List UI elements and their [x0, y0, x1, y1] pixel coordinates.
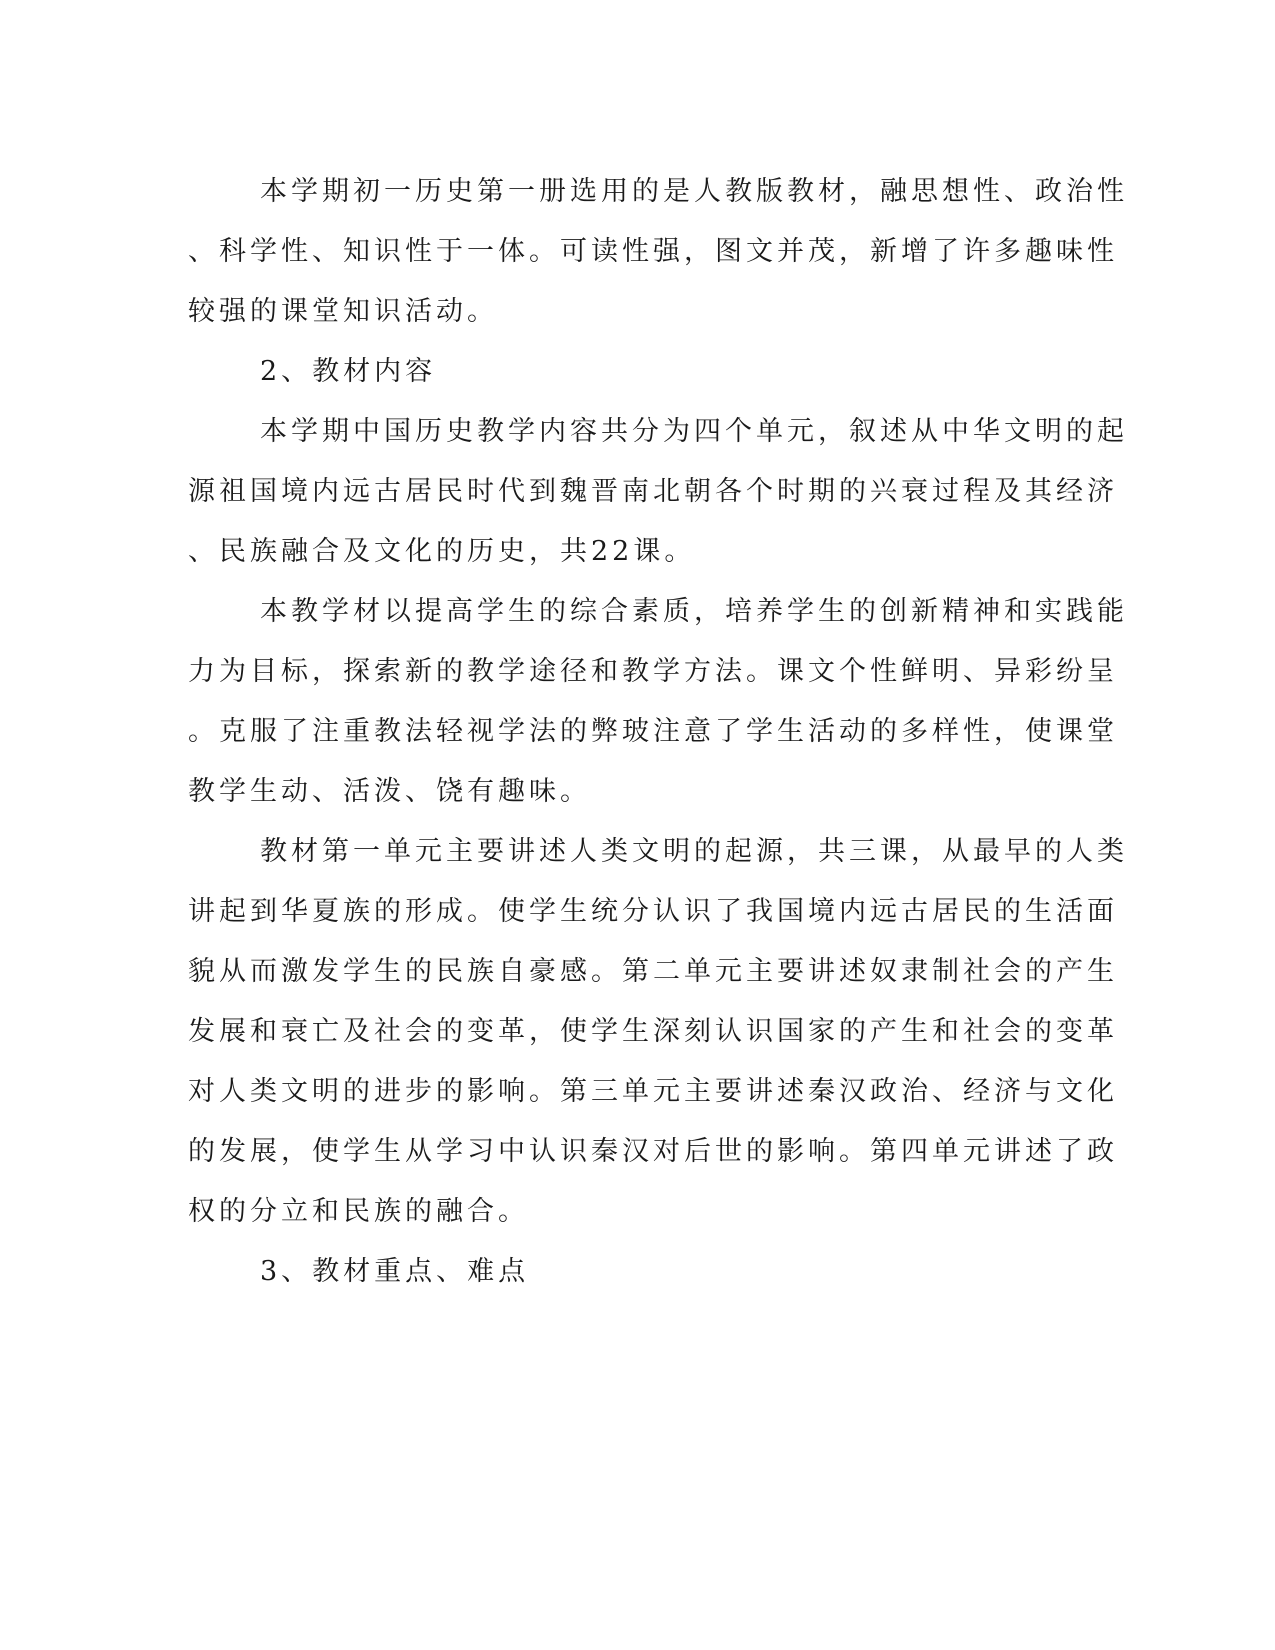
document-body — [188, 162, 1128, 1302]
text-line: 。克服了注重教法轻视学法的弊玻注意了学生活动的多样性，使课堂 — [188, 716, 1118, 747]
text-line: 源祖国境内远古居民时代到魏晋南北朝各个时期的兴衰过程及其经济 — [188, 476, 1118, 507]
text-line: 本学期中国历史教学内容共分为四个单元，叙述从中华文明的起 — [260, 416, 1128, 447]
text-line: 本教学材以提高学生的综合素质，培养学生的创新精神和实践能 — [260, 596, 1128, 627]
text-line: 、民族融合及文化的历史，共22课。 — [188, 536, 696, 567]
text-line: 讲起到华夏族的形成。使学生统分认识了我国境内远古居民的生活面 — [188, 896, 1118, 927]
text-line: 权的分立和民族的融合。 — [188, 1196, 529, 1227]
section-heading: 2、教材内容 — [260, 356, 437, 387]
text-line: 教学生动、活泼、饶有趣味。 — [188, 776, 591, 807]
text-line: 的发展，使学生从学习中认识秦汉对后世的影响。第四单元讲述了政 — [188, 1136, 1118, 1167]
text-line: 本学期初一历史第一册选用的是人教版教材，融思想性、政治性 — [260, 176, 1128, 207]
text-line: 发展和衰亡及社会的变革，使学生深刻认识国家的产生和社会的变革 — [188, 1016, 1118, 1047]
text-line: 对人类文明的进步的影响。第三单元主要讲述秦汉政治、经济与文化 — [188, 1076, 1118, 1107]
text-line: 力为目标，探索新的教学途径和教学方法。课文个性鲜明、异彩纷呈 — [188, 656, 1118, 687]
section-heading: 3、教材重点、难点 — [260, 1256, 530, 1287]
text-line: 貌从而激发学生的民族自豪感。第二单元主要讲述奴隶制社会的产生 — [188, 956, 1118, 987]
text-line: 较强的课堂知识活动。 — [188, 296, 498, 327]
text-line: 、科学性、知识性于一体。可读性强，图文并茂，新增了许多趣味性 — [188, 236, 1118, 267]
text-line: 教材第一单元主要讲述人类文明的起源，共三课，从最早的人类 — [260, 836, 1128, 867]
